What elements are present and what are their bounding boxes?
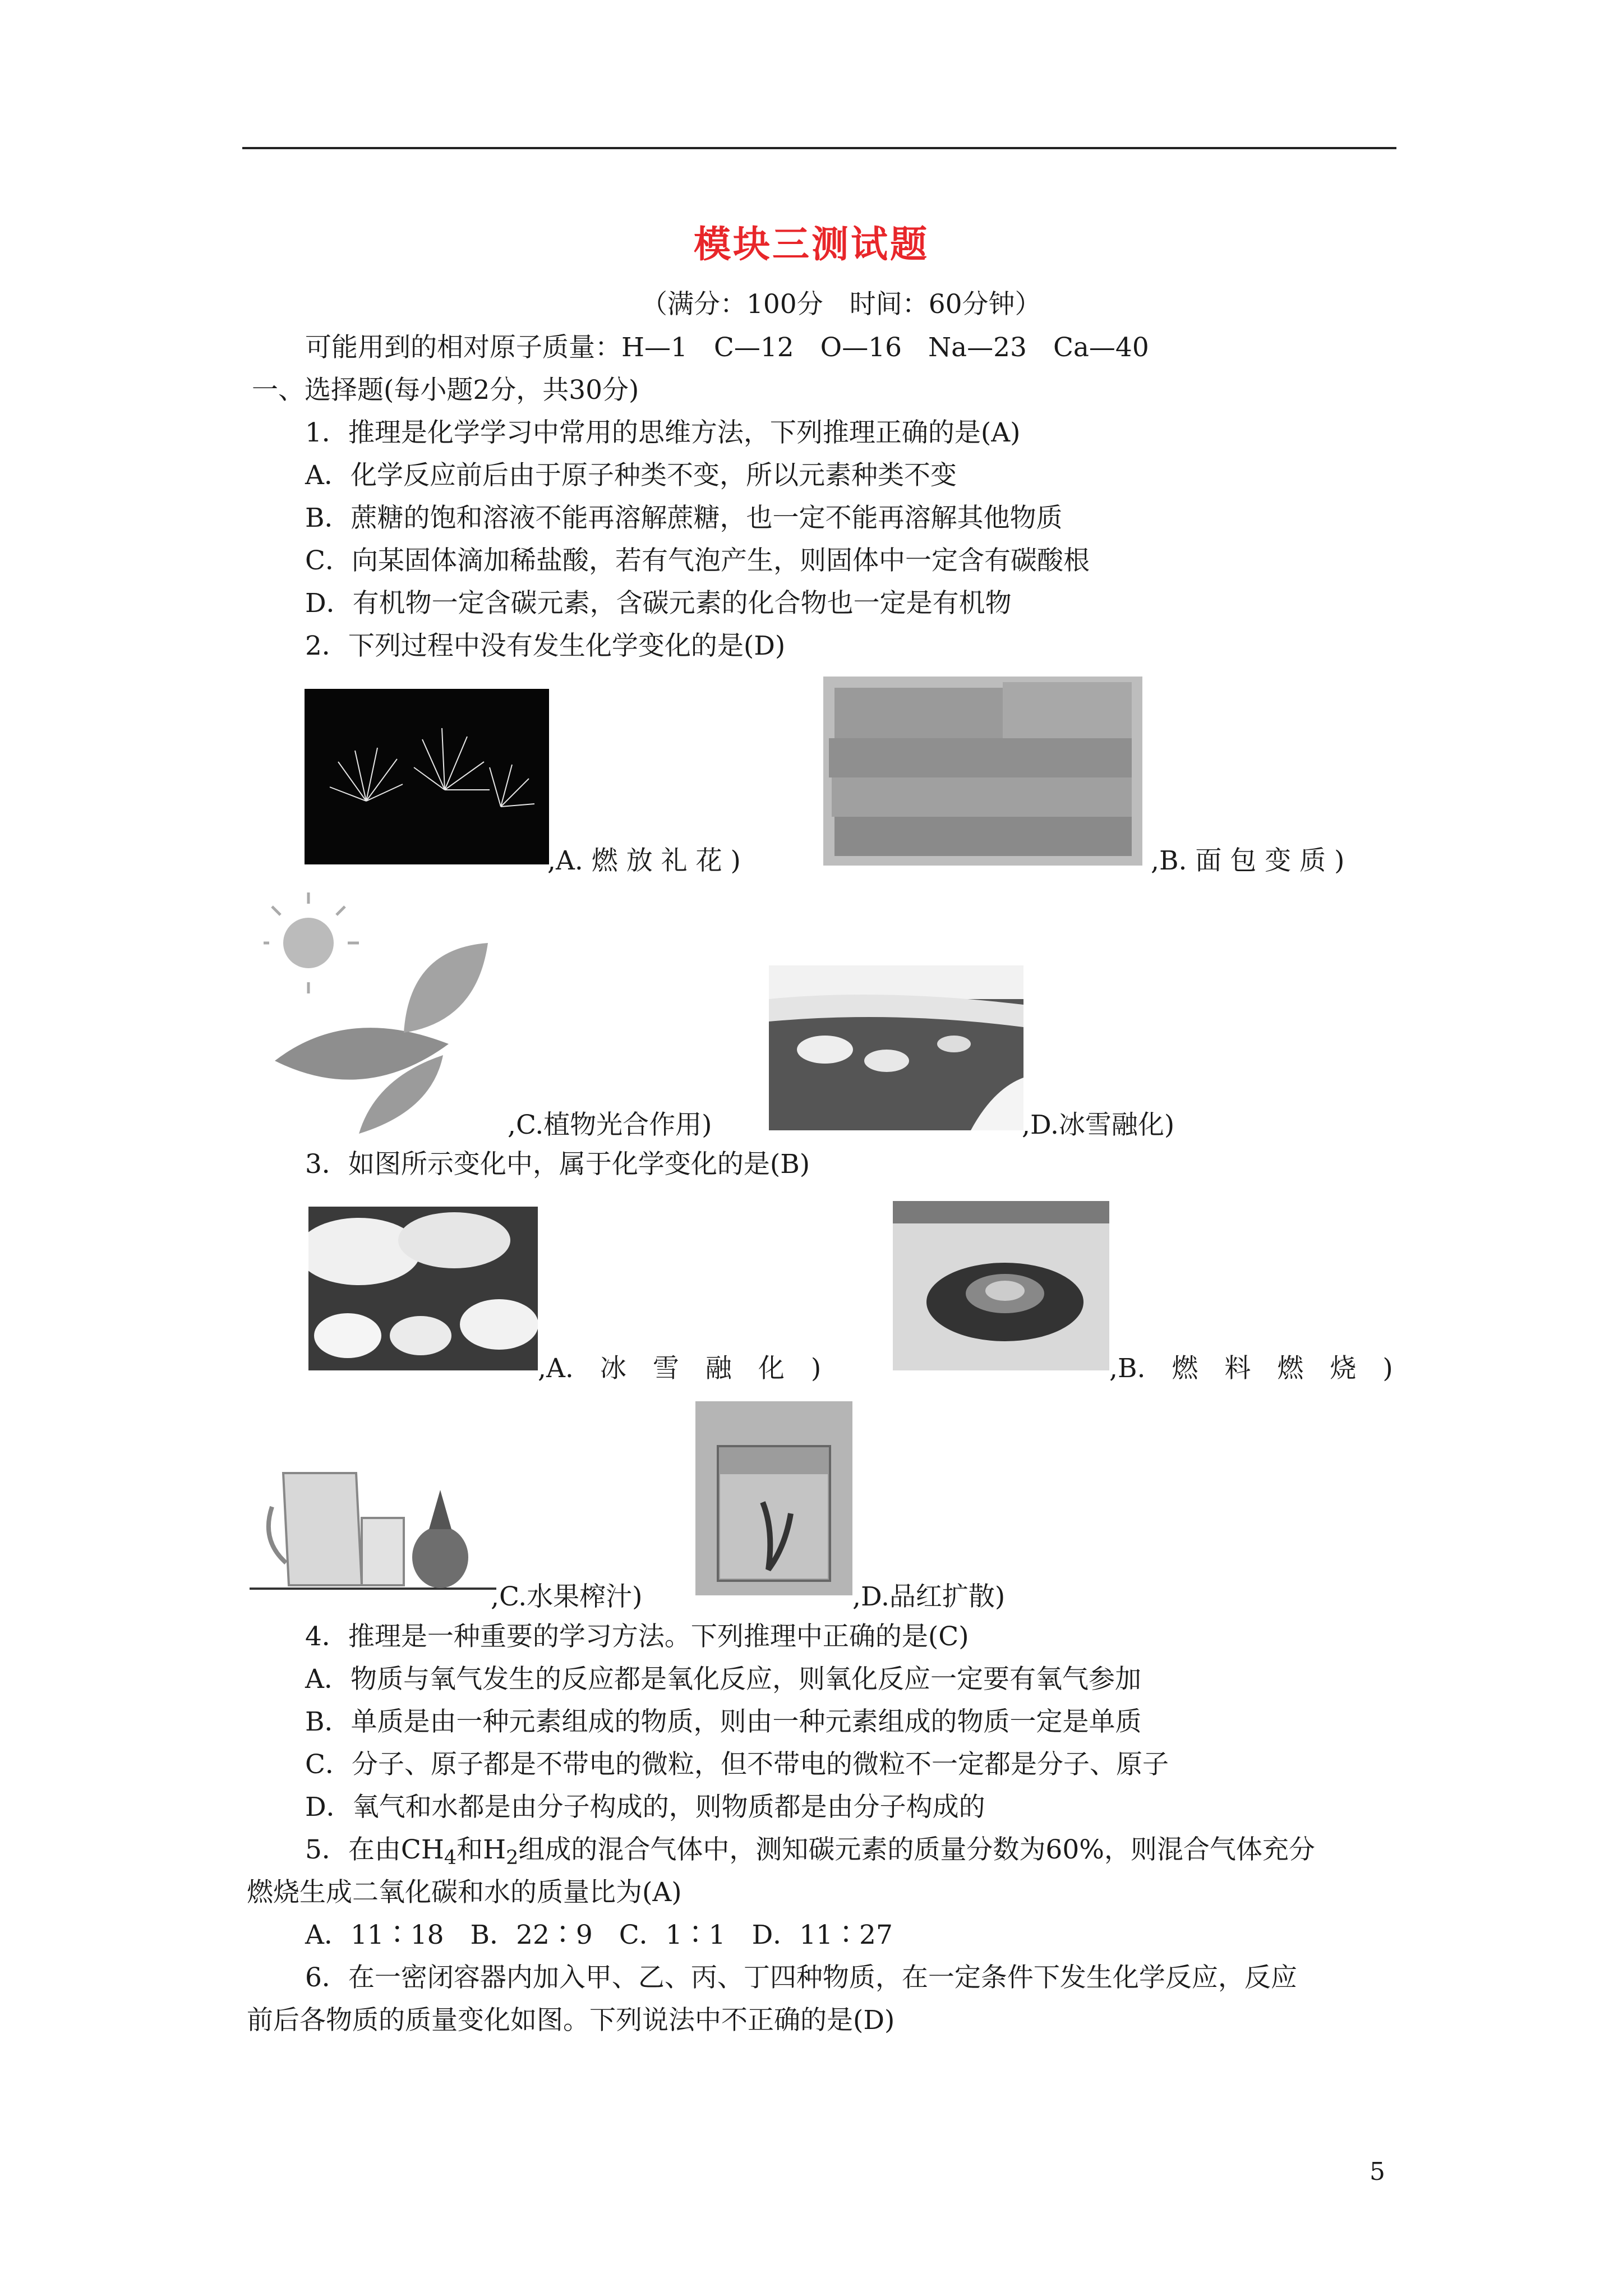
- fireworks-image: [305, 689, 549, 864]
- q3-caption-d: ,D.品红扩散): [852, 1581, 1006, 1612]
- q3-stem: 3．如图所示变化中，属于化学变化的是(B): [305, 1149, 810, 1180]
- q4-option-d: D．氧气和水都是由分子构成的，则物质都是由分子构成的: [305, 1792, 985, 1823]
- q4-option-b: B．单质是由一种元素组成的物质，则由一种元素组成的物质一定是单质: [305, 1706, 1142, 1737]
- page-number: 5: [1370, 2157, 1385, 2186]
- q2-caption-d: ,D.冰雪融化): [1022, 1110, 1175, 1140]
- leaf-photosynthesis-image: [264, 892, 510, 1134]
- q2-caption-b: ,B. 面 包 变 质 ): [1151, 845, 1345, 876]
- beaker-diffusion-image: [695, 1401, 852, 1595]
- moldy-bread-image: [823, 677, 1142, 866]
- juice-pitcher-image: [250, 1428, 496, 1593]
- q5-stem-pre: 5．在由CH: [305, 1834, 444, 1865]
- q4-option-c: C．分子、原子都是不带电的微粒，但不带电的微粒不一定都是分子、原子: [305, 1749, 1169, 1780]
- q3-caption-c: ,C.水果榨汁): [491, 1581, 643, 1612]
- q3-caption-a: ,A. 冰 雪 融 化 ): [538, 1353, 822, 1384]
- q1-option-d: D．有机物一定含碳元素，含碳元素的化合物也一定是有机物: [305, 588, 1012, 619]
- q2-stem: 2．下列过程中没有发生化学变化的是(D): [305, 631, 786, 661]
- q4-option-a: A．物质与氧气发生的反应都是氧化反应，则氧化反应一定要有氧气参加: [305, 1664, 1141, 1695]
- q6-stem-line2: 前后各物质的质量变化如图。下列说法中不正确的是(D): [247, 2005, 895, 2036]
- q1-stem: 1．推理是化学学习中常用的思维方法，下列推理正确的是(A): [305, 417, 1021, 448]
- q5-subscript-2: 2: [506, 1847, 519, 1869]
- q4-stem: 4．推理是一种重要的学习方法。下列推理中正确的是(C): [305, 1621, 969, 1652]
- q1-option-a: A．化学反应前后由于原子种类不变，所以元素种类不变: [305, 460, 957, 491]
- section-heading: 一、选择题(每小题2分，共30分): [252, 375, 639, 406]
- q2-caption-c: ,C.植物光合作用): [508, 1110, 712, 1140]
- q5-options: A．11∶18 B．22∶9 C．1∶1 D．11∶27: [305, 1920, 893, 1950]
- melting-snow-image-q2: [769, 965, 1023, 1130]
- header-rule: [242, 147, 1396, 149]
- q5-stem-line2: 燃烧生成二氧化碳和水的质量比为(A): [247, 1877, 682, 1908]
- q1-option-c: C．向某固体滴加稀盐酸，若有气泡产生，则固体中一定含有碳酸根: [305, 545, 1090, 576]
- page-title: 模块三测试题: [694, 222, 929, 266]
- q5-subscript-4: 4: [444, 1847, 457, 1869]
- exam-meta: （满分：100分 时间：60分钟）: [641, 289, 1041, 320]
- ice-snow-image: [308, 1207, 538, 1370]
- q3-caption-b: ,B. 燃 料 燃 烧 ): [1109, 1353, 1393, 1384]
- q6-stem-line1: 6．在一密闭容器内加入甲、乙、丙、丁四种物质，在一定条件下发生化学反应，反应: [305, 1962, 1297, 1993]
- q1-option-b: B．蔗糖的饱和溶液不能再溶解蔗糖，也一定不能再溶解其他物质: [305, 503, 1063, 533]
- q5-stem-line1: [305, 1833, 1315, 1875]
- atomic-masses: 可能用到的相对原子质量：H—1 C—12 O—16 Na—23 Ca—40: [305, 332, 1149, 363]
- q2-caption-a: ,A. 燃 放 礼 花 ): [547, 845, 741, 876]
- q5-stem-post: 组成的混合气体中，测知碳元素的质量分数为60%，则混合气体充分: [518, 1834, 1315, 1865]
- q5-stem-mid: 和H: [457, 1834, 506, 1865]
- gas-burner-image: [893, 1201, 1109, 1370]
